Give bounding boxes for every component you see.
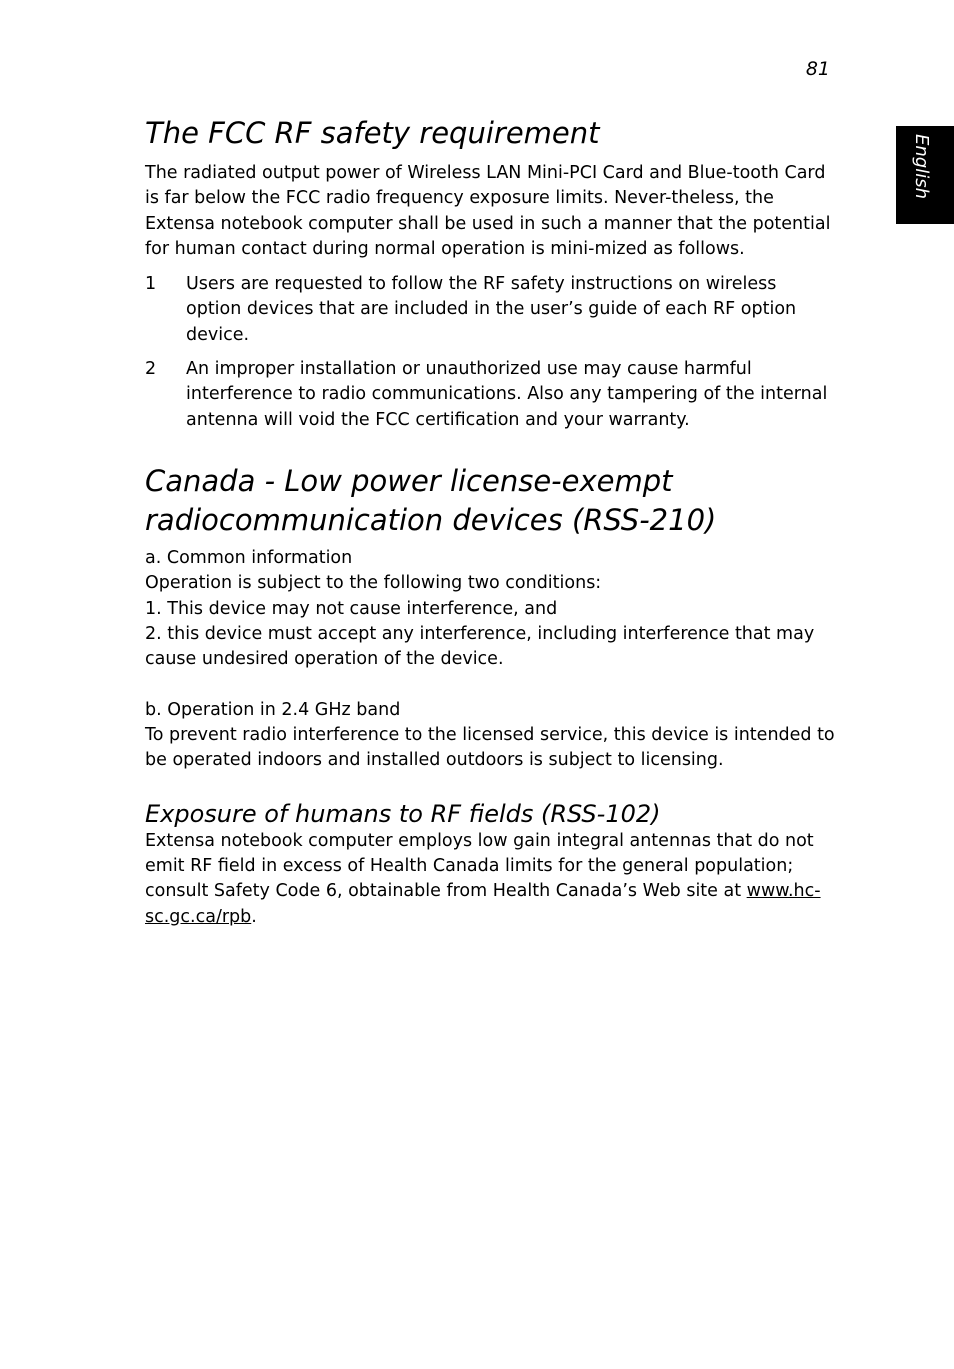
- canada-title-line-1: Canada - Low power license-exempt: [145, 463, 673, 498]
- page-content: [145, 114, 835, 930]
- fcc-section-title: The FCC RF safety requirement: [145, 116, 600, 150]
- canada-section-title: [145, 462, 835, 540]
- exposure-section-title: Exposure of humans to RF fields (RSS-102): [145, 799, 661, 828]
- fcc-intro-paragraph: The radiated output power of Wireless LAN Mini-PCI Card and Blue-tooth Card is far below the FCC radio frequency exposure limits. Never-theless, the Extensa notebook computer shall be used in such a manner that the potential for human contact during normal operation is mini-mized as follows.: [145, 163, 831, 259]
- fcc-instructions-list: [145, 272, 835, 433]
- list-item-text: An improper installation or unauthorized use may cause harmful interference to radio communications. Also any tampering of the internal antenna will void the FCC certification and your warranty.: [186, 359, 828, 430]
- condition-2: 2. this device must accept any interference, including interference that may cause undesired operation of the device.: [145, 623, 815, 670]
- common-information-heading: a. Common information: [145, 547, 353, 568]
- page-number: 81: [805, 58, 830, 80]
- band-paragraph: To prevent radio interference to the licensed service, this device is intended to be operated indoors and installed outdoors is subject to licensing.: [145, 725, 835, 771]
- list-item-number: 2: [145, 359, 157, 380]
- list-item-number: 1: [145, 274, 157, 295]
- conditions-intro: Operation is subject to the following two conditions:: [145, 573, 602, 594]
- exposure-text: Extensa notebook computer employs low gain integral antennas that do not emit RF field in excess of Health Canada limits for the general population; consult Safety Code 6, obtainable from Health Canada’s Web site at: [145, 830, 814, 902]
- list-item: [145, 357, 835, 433]
- condition-1: 1. This device may not cause interference, and: [145, 598, 558, 619]
- exposure-paragraph: [145, 829, 835, 930]
- list-item: [145, 272, 835, 348]
- canada-title-line-2: radiocommunication devices (RSS-210): [145, 502, 717, 537]
- health-canada-link[interactable]: www.hc-sc.gc.ca/rpb: [145, 881, 821, 927]
- list-item-text: Users are requested to follow the RF safety instructions on wireless option devices that are included in the user’s guide of each RF option device.: [186, 274, 797, 345]
- band-heading: b. Operation in 2.4 GHz band: [145, 699, 401, 720]
- exposure-trailing: .: [251, 906, 257, 927]
- language-tab-label: English: [911, 134, 932, 199]
- paragraph-spacer: [145, 672, 835, 697]
